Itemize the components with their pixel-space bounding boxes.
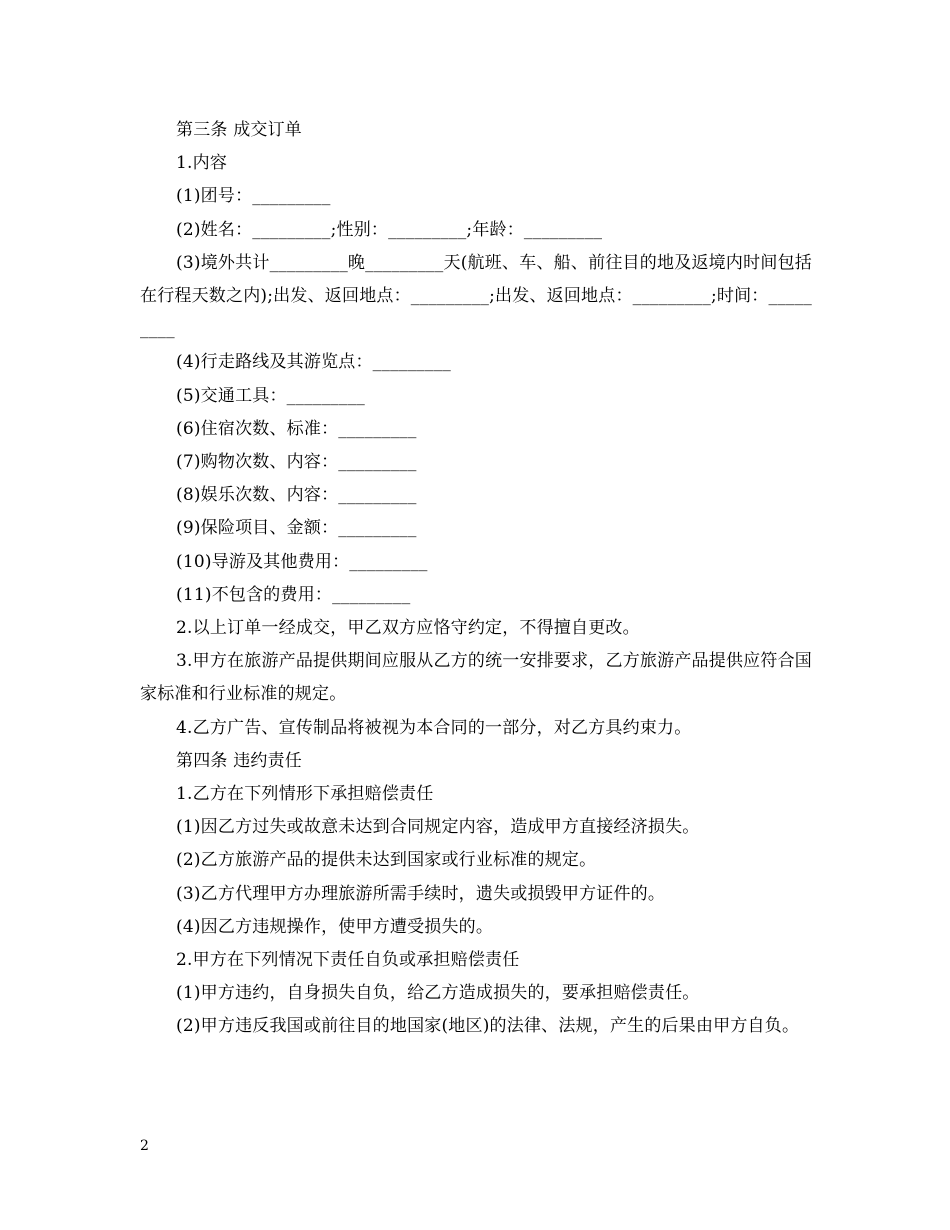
clause-party-a-liability: 2.甲方在下列情况下责任自负或承担赔偿责任 bbox=[176, 950, 520, 971]
clause-party-b-liability: 1.乙方在下列情形下承担赔偿责任 bbox=[176, 784, 434, 805]
item-transport: (5)交通工具：_________ bbox=[176, 385, 365, 406]
document-body bbox=[140, 114, 812, 1044]
party-a-item-2: (2)甲方违反我国或前往目的地国家(地区)的法律、法规，产生的后果由甲方自负。 bbox=[176, 1016, 800, 1037]
article-3-heading: 第三条 成交订单 bbox=[176, 120, 303, 140]
item-excluded-fees: (11)不包含的费用：_________ bbox=[176, 584, 411, 605]
liability-item-1: (1)因乙方过失或故意未达到合同规定内容，造成甲方直接经济损失。 bbox=[176, 817, 700, 838]
party-a-item-1: (1)甲方违约，自身损失自负，给乙方造成损失的，要承担赔偿责任。 bbox=[176, 983, 700, 1004]
item-guide-fees: (10)导游及其他费用：_________ bbox=[176, 551, 428, 572]
article-4-heading: 第四条 违约责任 bbox=[176, 750, 303, 771]
clause-order-binding: 2.以上订单一经成交，甲乙双方应恪守约定，不得擅自更改。 bbox=[176, 618, 640, 639]
item-group-number: (1)团号：_________ bbox=[176, 186, 331, 207]
item-overseas-duration: (3)境外共计_________晚_________天(航班、车、船、前往目的地及返境内时间包括在行程天数之内);出发、返回地点：_________;出发、返回地点：_________;时间：_________ bbox=[140, 252, 812, 340]
liability-item-4: (4)因乙方违规操作，使甲方遭受损失的。 bbox=[176, 916, 494, 937]
item-shopping: (7)购物次数、内容：_________ bbox=[176, 452, 417, 473]
item-entertainment: (8)娱乐次数、内容：_________ bbox=[176, 485, 417, 506]
clause-advertising: 4.乙方广告、宣传制品将被视为本合同的一部分，对乙方具约束力。 bbox=[176, 717, 692, 738]
item-name-gender-age: (2)姓名：_________;性别：_________;年龄：_________ bbox=[176, 219, 603, 240]
item-route: (4)行走路线及其游览点：_________ bbox=[176, 352, 451, 373]
page-number: 2 bbox=[140, 1138, 149, 1154]
clause-content: 1.内容 bbox=[176, 153, 228, 174]
item-insurance: (9)保险项目、金额：_________ bbox=[176, 518, 417, 539]
clause-party-a-obligation: 3.甲方在旅游产品提供期间应服从乙方的统一安排要求，乙方旅游产品提供应符合国家标准和行业标准的规定。 bbox=[140, 651, 812, 705]
item-accommodation: (6)住宿次数、标准：_________ bbox=[176, 418, 417, 439]
liability-item-3: (3)乙方代理甲方办理旅游所需手续时，遗失或损毁甲方证件的。 bbox=[176, 883, 666, 904]
liability-item-2: (2)乙方旅游产品的提供未达到国家或行业标准的规定。 bbox=[176, 850, 597, 871]
